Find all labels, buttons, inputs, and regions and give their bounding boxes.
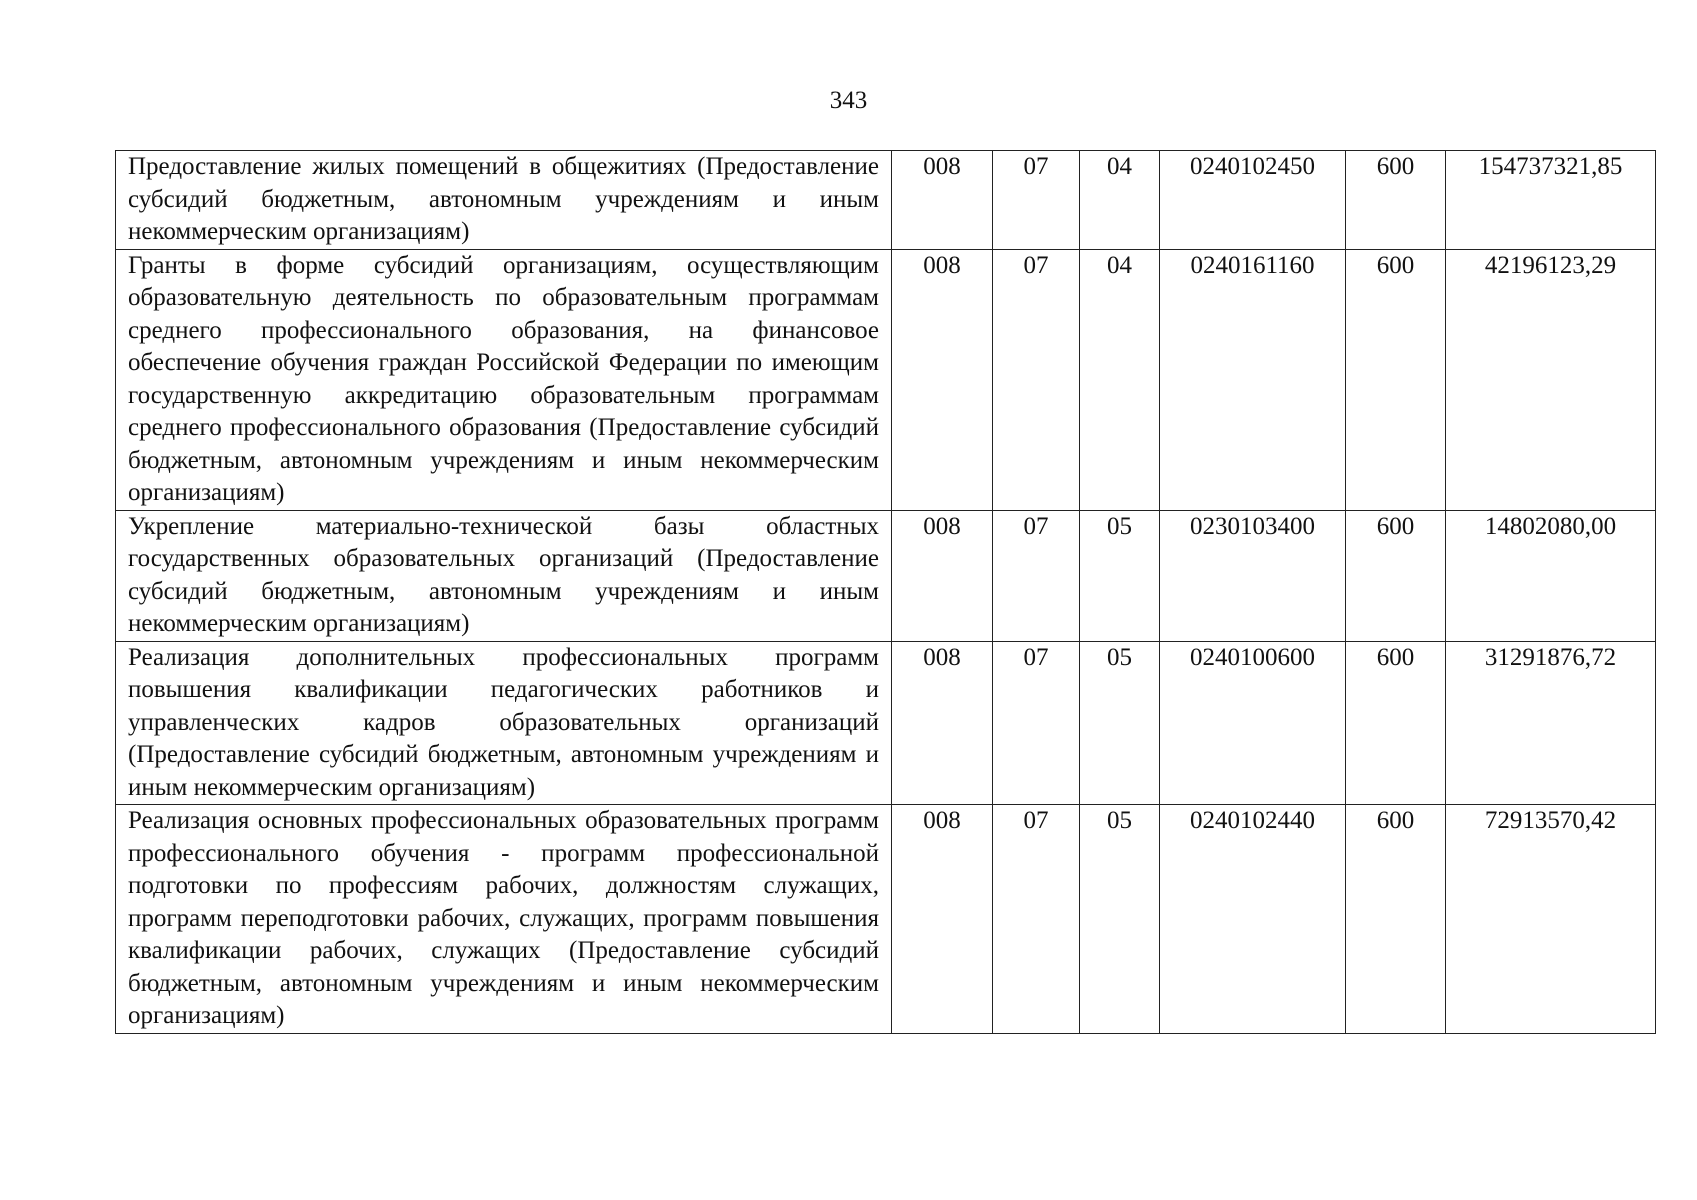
amount: 14802080,00 bbox=[1446, 510, 1656, 641]
expense-type-code: 600 bbox=[1346, 510, 1446, 641]
ministry-code: 008 bbox=[892, 249, 993, 510]
expense-type-code: 600 bbox=[1346, 641, 1446, 805]
section-code: 07 bbox=[993, 151, 1080, 250]
page-number: 343 bbox=[829, 87, 868, 114]
table-row bbox=[116, 510, 1656, 641]
table-row bbox=[116, 641, 1656, 805]
ministry-code: 008 bbox=[892, 805, 993, 1034]
row-description: Укрепление материально-технической базы областных государственных образовательных организаций (Предоставление субсидий бюджетным, автономным учреждениям и иным некоммерческим организациям) bbox=[116, 510, 892, 641]
amount: 31291876,72 bbox=[1446, 641, 1656, 805]
subsection-code: 05 bbox=[1080, 510, 1160, 641]
expense-type-code: 600 bbox=[1346, 151, 1446, 250]
subsection-code: 05 bbox=[1080, 805, 1160, 1034]
table-row bbox=[116, 805, 1656, 1034]
subsection-code: 04 bbox=[1080, 249, 1160, 510]
amount: 72913570,42 bbox=[1446, 805, 1656, 1034]
amount: 154737321,85 bbox=[1446, 151, 1656, 250]
target-article-code: 0230103400 bbox=[1160, 510, 1346, 641]
row-description: Реализация основных профессиональных образовательных программ профессионального обучения - программ профессиональной подготовки по профессиям рабочих, должностям служащих, программ переподготовки рабочих, служащих, программ повышения квалификации рабочих, служащих (Предоставление субсидий бюджетным, автономным учреждениям и иным некоммерческим организациям) bbox=[116, 805, 892, 1034]
subsection-code: 04 bbox=[1080, 151, 1160, 250]
section-code: 07 bbox=[993, 510, 1080, 641]
amount: 42196123,29 bbox=[1446, 249, 1656, 510]
row-description: Предоставление жилых помещений в общежитиях (Предоставление субсидий бюджетным, автономным учреждениям и иным некоммерческим организациям) bbox=[116, 151, 892, 250]
ministry-code: 008 bbox=[892, 641, 993, 805]
ministry-code: 008 bbox=[892, 510, 993, 641]
subsection-code: 05 bbox=[1080, 641, 1160, 805]
row-description: Гранты в форме субсидий организациям, осуществляющим образовательную деятельность по образовательным программам среднего профессионального образования, на финансовое обеспечение обучения граждан Российской Федерации по имеющим государственную аккредитацию образовательным программам среднего профессионального образования (Предоставление субсидий бюджетным, автономным учреждениям и иным некоммерческим организациям) bbox=[116, 249, 892, 510]
table-row bbox=[116, 151, 1656, 250]
expense-type-code: 600 bbox=[1346, 805, 1446, 1034]
section-code: 07 bbox=[993, 641, 1080, 805]
target-article-code: 0240102450 bbox=[1160, 151, 1346, 250]
target-article-code: 0240161160 bbox=[1160, 249, 1346, 510]
row-description: Реализация дополнительных профессиональных программ повышения квалификации педагогических работников и управленческих кадров образовательных организаций (Предоставление субсидий бюджетным, автономным учреждениям и иным некоммерческим организациям) bbox=[116, 641, 892, 805]
target-article-code: 0240100600 bbox=[1160, 641, 1346, 805]
ministry-code: 008 bbox=[892, 151, 993, 250]
section-code: 07 bbox=[993, 249, 1080, 510]
table-row bbox=[116, 249, 1656, 510]
target-article-code: 0240102440 bbox=[1160, 805, 1346, 1034]
budget-table bbox=[115, 150, 1656, 1034]
expense-type-code: 600 bbox=[1346, 249, 1446, 510]
section-code: 07 bbox=[993, 805, 1080, 1034]
